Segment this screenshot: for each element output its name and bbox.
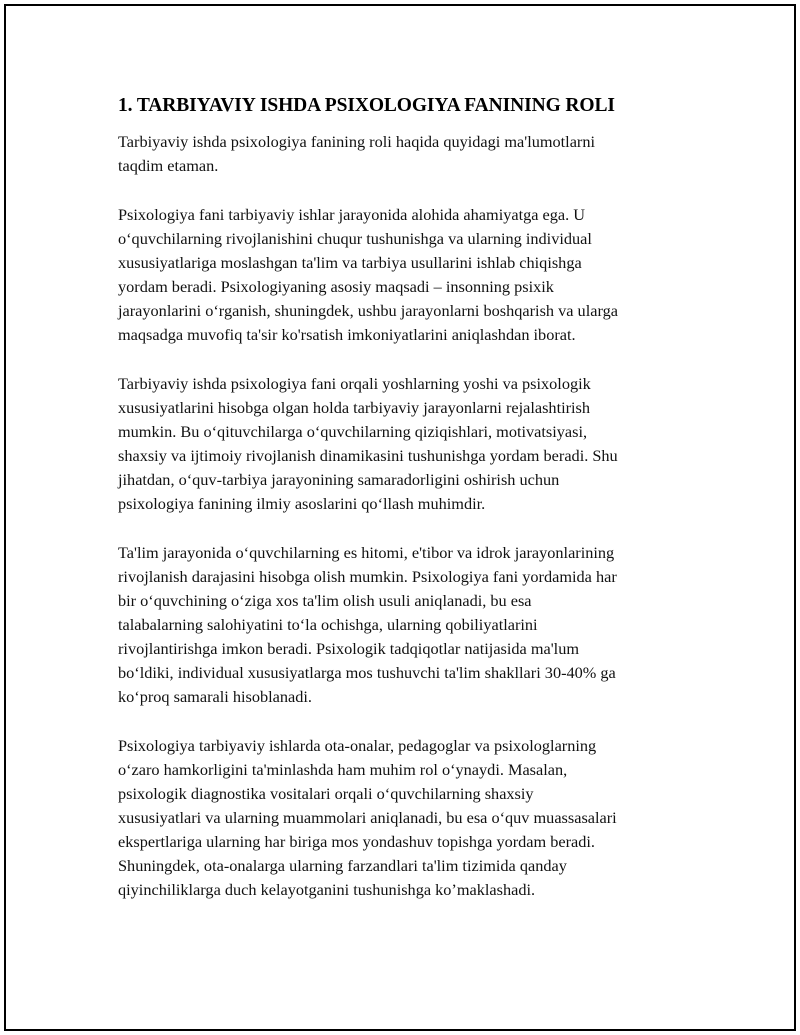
document-title: 1. TARBIYAVIY ISHDA PSIXOLOGIYA FANINING ROLI xyxy=(118,95,615,116)
paragraph-learning-process: Ta'lim jarayonida o‘quvchilarning es hitomi, e'tibor va idrok jarayonlarining rivojlanish darajasini hisobga olish mumkin. Psixologiya fani yordamida har bir o‘quvchining o‘ziga xos ta'lim olish usuli aniqlanadi, bu esa talabalarning salohiyatini to‘la ochishga, ularning qobiliyatlarini rivojlantirishga imkon beradi. Psixologik tadqiqotlar natijasida ma'lum bo‘ldiki, individual xususiyatlarga mos tushuvchi ta'lim shakllari 30-40% ga ko‘proq samarali hisoblanadi. xyxy=(118,543,617,706)
paragraph-psychology-importance: Psixologiya fani tarbiyaviy ishlar jarayonida alohida ahamiyatga ega. U o‘quvchilarning rivojlanishini chuqur tushunishga va ularning individual xususiyatlariga moslashgan ta'lim va tarbiya usullarini ishlab chiqishga yordam beradi. Psixologiyaning asosiy maqsadi – insonning psixik jarayonlarini o‘rganish, shuningdek, ushbu jarayonlarni boshqarish va ularga maqsadga muvofiq ta'sir ko'rsatish imkoniyatlarini aniqlashdan iborat. xyxy=(118,205,618,344)
paragraph-intro: Tarbiyaviy ishda psixologiya fanining roli haqida quyidagi ma'lumotlarni taqdim etaman. xyxy=(118,132,596,175)
document-body xyxy=(118,92,718,902)
paragraph-planning: Tarbiyaviy ishda psixologiya fani orqali yoshlarning yoshi va psixologik xususiyatlarini hisobga olgan holda tarbiyaviy jarayonlarni rejalashtirish mumkin. Bu o‘qituvchilarga o‘quvchilarning qiziqishlari, motivatsiyasi, shaxsiy va ijtimoiy rivojlanish dinamikasini tushunishga yordam beradi. Shu jihatdan, o‘quv-tarbiya jarayonining samaradorligini oshirish uchun psixologiya fanining ilmiy asoslarini qo‘llash muhimdir. xyxy=(118,374,618,513)
paragraph-cooperation: Psixologiya tarbiyaviy ishlarda ota-onalar, pedagoglar va psixologlarning o‘zaro hamkorligini ta'minlashda ham muhim rol o‘ynaydi. Masalan, psixologik diagnostika vositalari orqali o‘quvchilarning shaxsiy xususiyatlari va ularning muammolari aniqlanadi, bu esa o‘quv muassasalari ekspertlariga ularning har biriga mos yondashuv topishga yordam beradi. Shuningdek, ota-onalarga ularning farzandlari ta'lim tizimida qanday qiyinchiliklarga duch kelayotganini tushunishga ko’maklashadi. xyxy=(118,736,617,899)
